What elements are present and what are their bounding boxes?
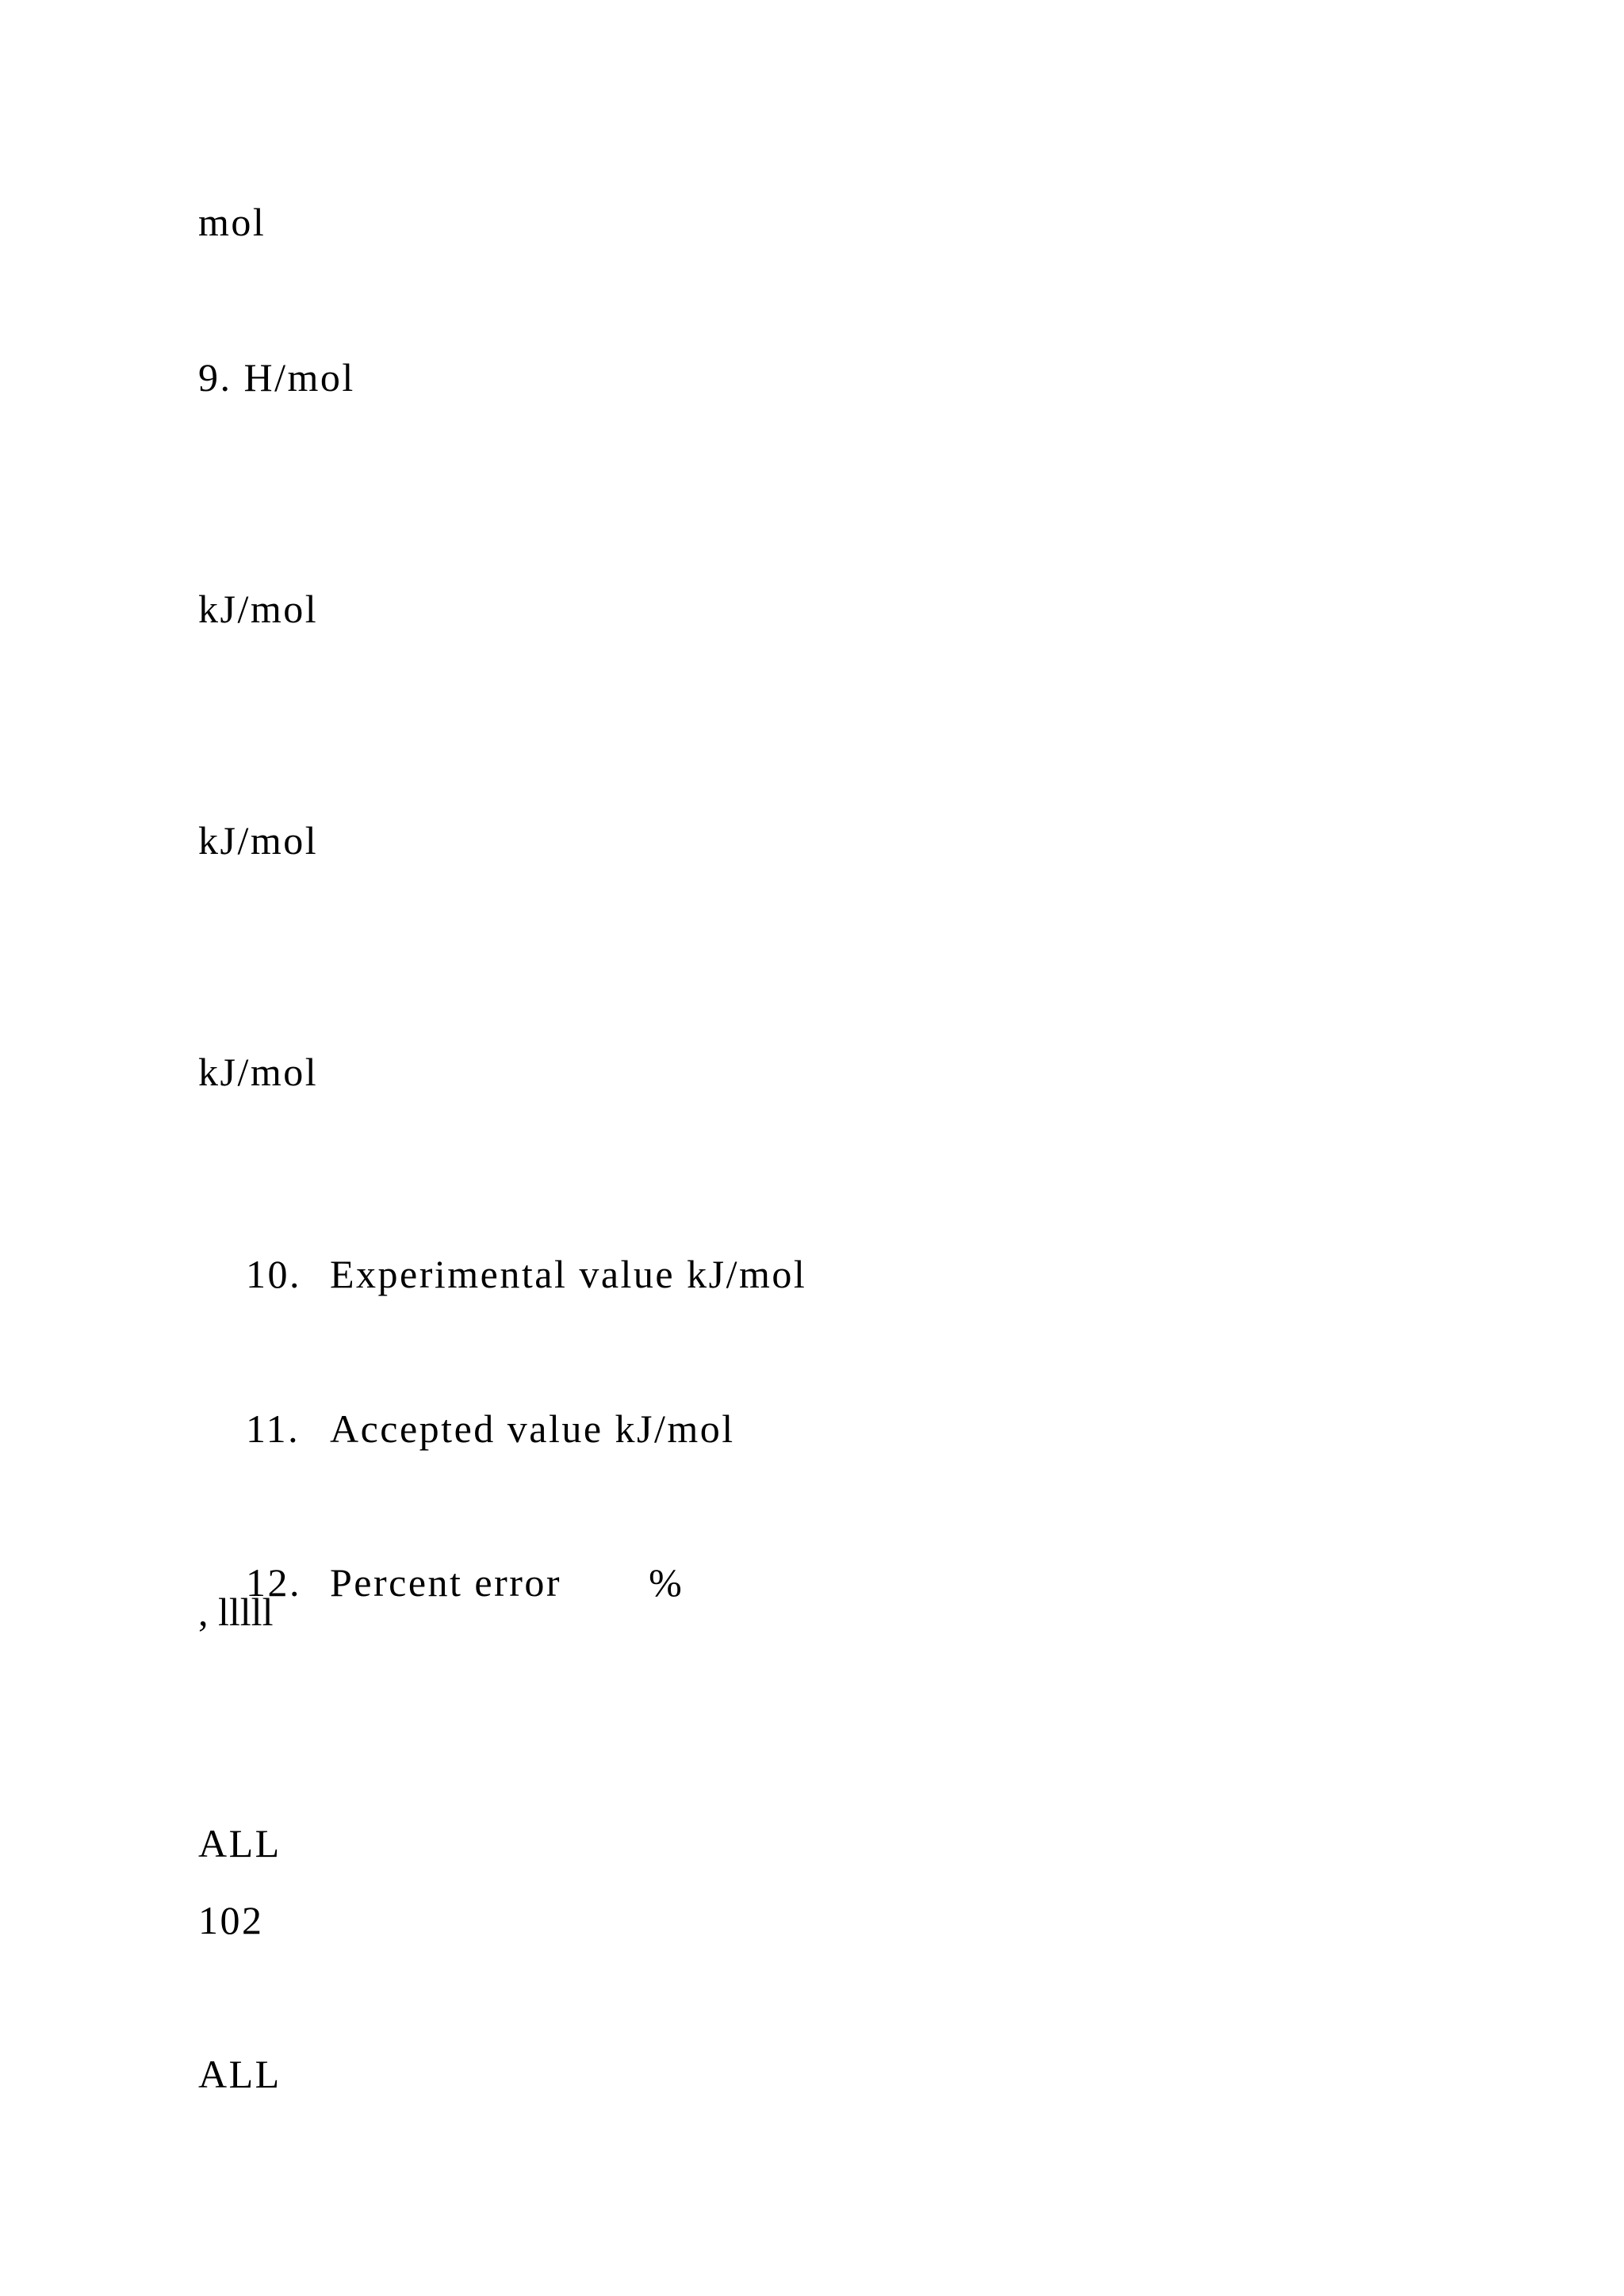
all-line-1: ALL (198, 1821, 282, 1866)
mol-line: mol (198, 200, 266, 244)
item-10-text: Experimental value kJ/mol (330, 1252, 807, 1296)
item-11-line (198, 1357, 735, 1500)
item-10-number: 10. (246, 1252, 301, 1296)
marks-line: , lllll (198, 1590, 274, 1634)
page-number: 102 (198, 1898, 264, 1942)
item-10-line (198, 1203, 806, 1345)
item-12-text: Percent error (330, 1560, 562, 1605)
item-11-number: 11. (246, 1406, 301, 1451)
kj-mol-line-1: kJ/mol (198, 587, 319, 631)
item-12-number: 12. (246, 1560, 301, 1605)
kj-mol-line-3: kJ/mol (198, 1050, 319, 1094)
item-9-line: 9. H/mol (198, 355, 355, 400)
item-12-percent-unit: % (649, 1560, 684, 1605)
item-11-text: Accepted value kJ/mol (330, 1406, 735, 1451)
kj-mol-line-2: kJ/mol (198, 818, 319, 863)
all-line-2: ALL (198, 2052, 282, 2096)
